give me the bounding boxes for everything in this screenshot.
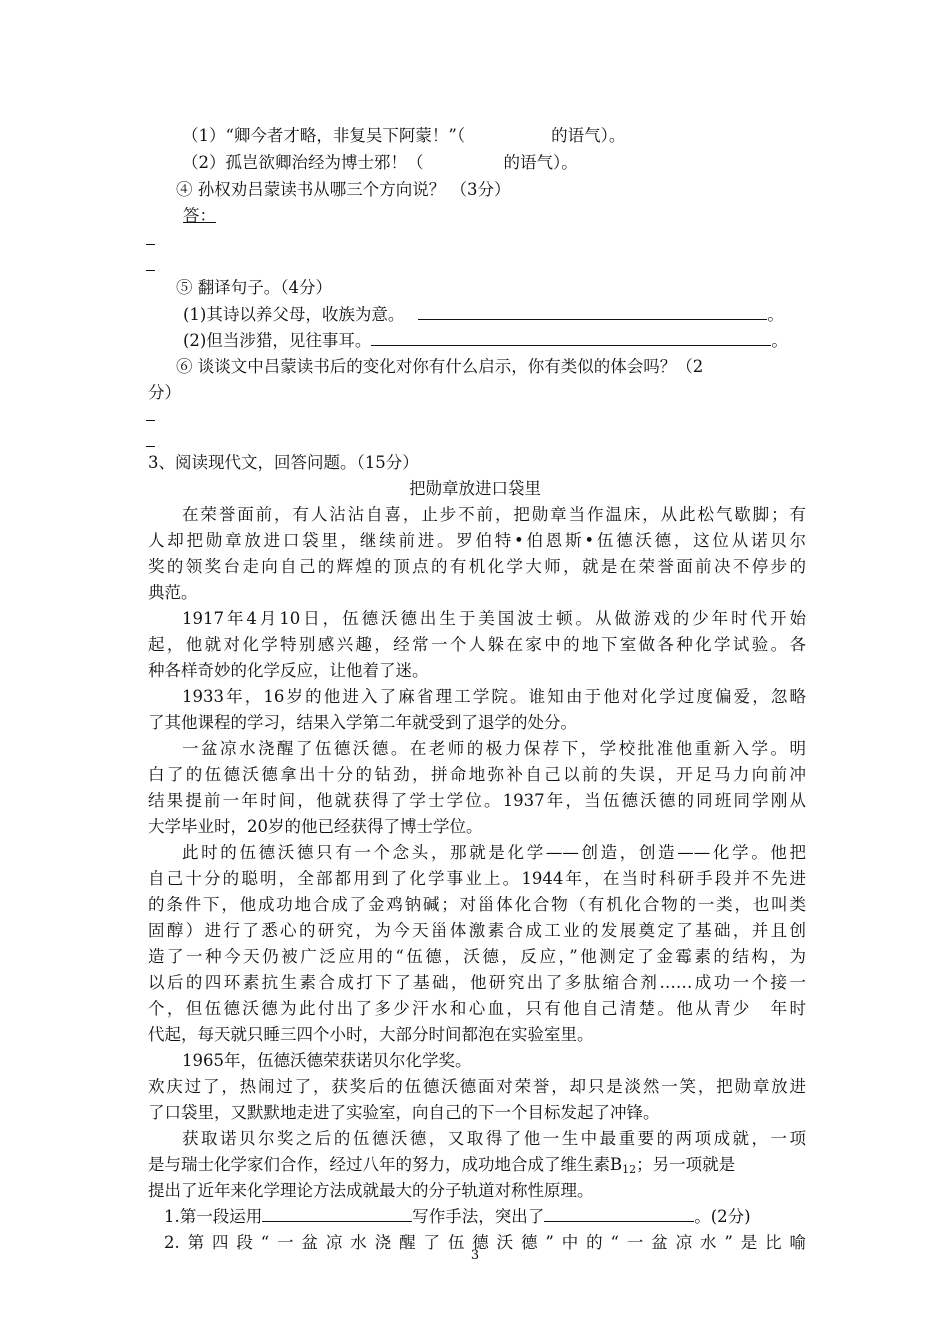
para-2-line-3: 种各样奇妙的化学反应，让他着了迷。 <box>148 661 429 680</box>
answer-blank-1 <box>146 244 155 245</box>
para-7-line-2: 了口袋里，又默默地走进了实验室，向自己的下一个目标发起了冲锋。 <box>148 1103 660 1122</box>
para-5-line-7: 个，但伍德沃德为此付出了多少汗水和心血，只有他自己清楚。他从青少 年时 <box>148 999 806 1018</box>
question-5b: (2)但当涉猎，见往事耳。 。 <box>183 331 788 350</box>
para-1-line-2: 人却把勋章放进口袋里，继续前进。罗伯特•伯恩斯•伍德沃德，这位从诺贝尔 <box>148 531 806 550</box>
blank-highlight <box>544 1220 694 1222</box>
para-6: 1965年，伍德沃德荣获诺贝尔化学奖。 <box>182 1051 472 1070</box>
question-4: ④ 孙权劝吕蒙读书从哪三个方向说？ （3分） <box>176 180 511 199</box>
para-5-line-5: 造了一种今天仍被广泛应用的“伍德，沃德，反应，”他测定了金霉素的结构，为 <box>148 947 806 966</box>
sub-question-2: 2.第四段“一盆凉水浇醒了伍德沃德”中的“一盆凉水”是比喻 <box>164 1233 806 1252</box>
para-3-line-1: 1933年，16岁的他进入了麻省理工学院。谁知由于他对化学过度偏爱，忽略 <box>182 687 806 706</box>
article-title: 把勋章放进口袋里 <box>409 479 541 498</box>
para-7-line-1: 欢庆过了，热闹过了，获奖后的伍德沃德面对荣誉，却只是淡然一笑，把勋章放进 <box>148 1077 806 1096</box>
question-6-cont: 分） <box>148 383 181 402</box>
para-2-line-2: 起，他就对化学特别感兴趣，经常一个人躲在家中的地下室做各种化学试验。各 <box>148 635 806 654</box>
question-1-line: （1）“卿今者才略，非复吴下阿蒙！”（ 的语气）。 <box>182 126 626 145</box>
para-4-line-2: 白了的伍德沃德拿出十分的钻劲，拼命地弥补自己以前的失误，开足马力向前冲 <box>148 765 806 784</box>
para-3-line-2: 了其他课程的学习，结果入学第二年就受到了退学的处分。 <box>148 713 577 732</box>
para-5-line-2: 自己十分的聪明，全部都用到了化学事业上。1944年，在当时科研手段并不先进 <box>148 869 806 888</box>
answer-blank-2 <box>146 270 155 271</box>
translation-blank-2 <box>371 344 771 346</box>
para-4-line-3: 结果提前一年时间，他就获得了学士学位。1937年，当伍德沃德的同班同学刚从 <box>148 791 806 810</box>
para-1-line-3: 奖的领奖台走向自己的辉煌的顶点的有机化学大师，就是在荣誉面前决不停步的 <box>148 557 806 576</box>
sub-question-1: 1.第一段运用 写作手法，突出了 。(2分) <box>164 1207 751 1226</box>
para-5-line-4: 固醇）进行了悉心的研究，为今天甾体激素合成工业的发展奠定了基础，并且创 <box>148 921 806 940</box>
blank-technique <box>262 1220 412 1222</box>
para-5-line-1: 此时的伍德沃德只有一个念头，那就是化学——创造，创造——化学。他把 <box>182 843 806 862</box>
answer-label: 答： <box>183 206 216 225</box>
para-5-line-6: 以后的四环素抗生素合成打下了基础，他研究出了多肽缩合剂……成功一个接一 <box>148 973 806 992</box>
para-8-line-3: 提出了近年来化学理论方法成就最大的分子轨道对称性原理。 <box>148 1181 594 1200</box>
translation-blank-1 <box>418 318 767 320</box>
para-5-line-8: 代起，每天就只睡三四个小时，大部分时间都泡在实验室里。 <box>148 1025 594 1044</box>
question-6: ⑥ 谈谈文中吕蒙读书后的变化对你有什么启示，你有类似的体会吗？（2 <box>176 357 704 376</box>
para-8-line-2: 是与瑞士化学家们合作，经过八年的努力，成功地合成了维生素$B_{12}$；另一项就是 <box>148 1155 736 1176</box>
para-1-line-1: 在荣誉面前，有人沾沾自喜，止步不前，把勋章当作温床，从此松气歇脚；有 <box>182 505 806 524</box>
page-number: 3 <box>470 1248 480 1263</box>
section-3-heading: 3、阅读现代文，回答问题。（15分） <box>148 453 419 472</box>
para-4-line-1: 一盆凉水浇醒了伍德沃德。在老师的极力保荐下，学校批准他重新入学。明 <box>182 739 806 758</box>
question-5a: (1)其诗以养父母，收族为意。 。 <box>183 305 784 324</box>
para-5-line-3: 的条件下，他成功地合成了金鸡钠碱；对甾体化合物（有机化合物的一类，也叫类 <box>148 895 806 914</box>
para-2-line-1: 1917年4月10日，伍德沃德出生于美国波士顿。从做游戏的少年时代开始 <box>182 609 806 628</box>
answer-blank-3 <box>146 420 155 421</box>
para-4-line-4: 大学毕业时，20岁的他已经获得了博士学位。 <box>148 817 483 836</box>
question-2-line: （2）孤岂欲卿治经为博士邪！（ 的语气）。 <box>182 153 578 172</box>
para-1-line-4: 典范。 <box>148 583 198 602</box>
answer-blank-4 <box>146 446 155 447</box>
question-5: ⑤ 翻译句子。（4分） <box>176 278 332 297</box>
para-8-line-1: 获取诺贝尔奖之后的伍德沃德，又取得了他一生中最重要的两项成就，一项 <box>182 1129 806 1148</box>
